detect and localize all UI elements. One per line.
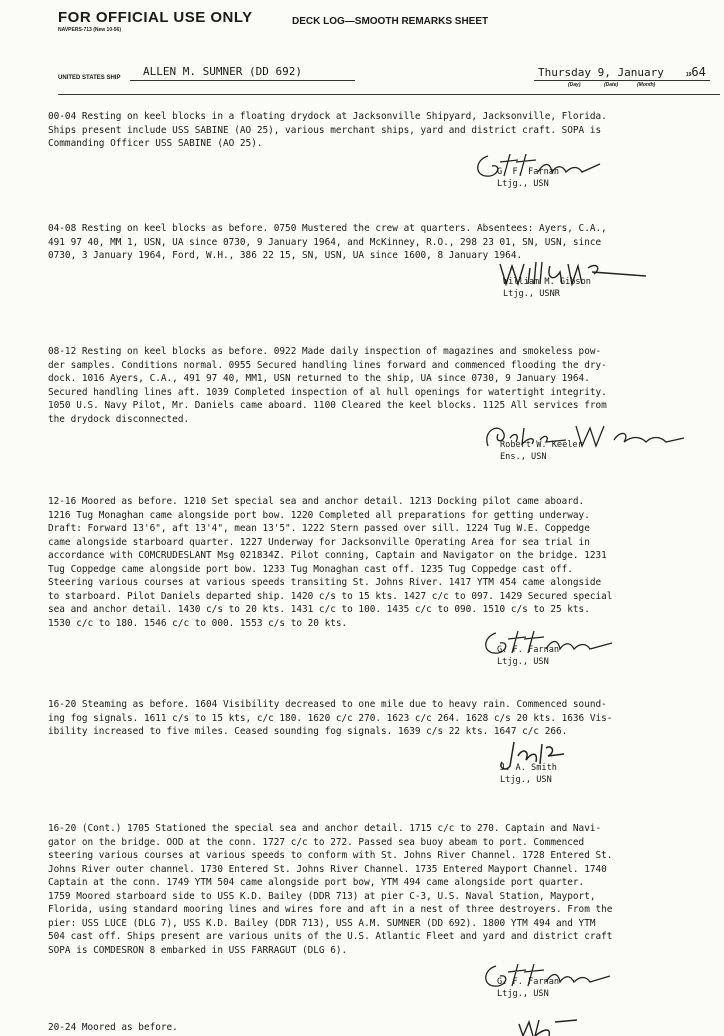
ship-label: UNITED STATES SHIP	[58, 75, 121, 81]
header-left	[58, 9, 253, 33]
log-entry-04-08	[48, 222, 720, 263]
day-label: (Day)	[568, 82, 581, 88]
log-entry-08-12	[48, 345, 720, 426]
entry-line: 08-12 Resting on keel blocks as before. 0922 Made daily inspection of magazines and smokeless pow-	[48, 346, 602, 357]
log-entry-16-20-cont	[48, 822, 720, 957]
form-number: NAVPERS-713 (New 10-56)	[58, 27, 121, 33]
entry-line: dock. 1016 Ayers, C.A., 491 97 40, MM1, USN returned to the ship, UA since 0730, 9 January 1964.	[48, 373, 590, 384]
entry-line: 1530 c/c to 180. 1546 c/c to 000. 1553 c/s to 20 kts.	[48, 617, 348, 629]
signature-block-2	[503, 276, 591, 300]
entry-line: 1759 Moored starboard side to USS K.D. Bailey (DDR 713) at pier C-3, U.S. Naval Station, Mayport,	[48, 890, 596, 902]
classification-label: FOR OFFICIAL USE ONLY	[58, 9, 253, 26]
entry-line: Ships present include USS SABINE (AO 25), various merchant ships, yard and district craft. SOPA is	[48, 124, 602, 136]
entry-line: Commanding Officer USS SABINE (AO 25).	[48, 138, 263, 149]
entry-line: 1050 U.S. Navy Pilot, Mr. Daniels came aboard. 1100 Cleared the keel blocks. 1125 All services from	[48, 400, 607, 411]
signer-name: J. A. Smith	[500, 763, 557, 773]
entry-line: pier: USS LUCE (DLG 7), USS K.D. Bailey (DDR 713), USS A.M. SUMNER (DD 692). 1800 YTM 494 and YTM	[48, 917, 596, 929]
entry-line: accordance with COMCRUDESLANT Msg 021834Z. Pilot conning, Captain and Navigator on the bridge. 1231	[48, 550, 607, 561]
signer-name: G. F. Farnan	[497, 977, 560, 987]
entry-line: 00-04 Resting on keel blocks in a floating drydock at Jacksonville Shipyard, Jacksonville, Florida.	[48, 111, 607, 122]
date-underline	[534, 80, 710, 81]
entry-line: Captain at the conn. 1749 YTM 504 came alongside port bow, YTM 494 came alongside port quarter.	[48, 877, 585, 888]
entry-line: steering various courses at various speeds to conform with St. Johns River Channel. 1728 Entered St.	[48, 850, 613, 861]
entry-line: Tug Coppedge came alongside port bow. 1233 Tug Monaghan cast off. 1235 Tug Coppedge cast off.	[48, 563, 573, 575]
signer-name: William M. Gibson	[503, 277, 591, 287]
date-text: Thursday 9, January	[538, 66, 664, 79]
signer-rank: Ens., USN	[500, 452, 547, 462]
date-field	[538, 65, 706, 79]
log-entry-12-16	[48, 495, 720, 630]
log-entry-20-24	[48, 1021, 720, 1035]
signer-rank: Ltjg., USNR	[503, 289, 560, 299]
entry-line: 20-24 Moored as before.	[48, 1022, 178, 1033]
log-entry-16-20	[48, 698, 720, 739]
entry-line: SOPA is COMDESRON 8 embarked in USS FARRAGUT (DLG 6).	[48, 944, 348, 956]
entry-line: Florida, using standard mooring lines and wires fore and aft in a nest of three destroyers. From the	[48, 904, 613, 915]
entry-line: 12-16 Moored as before. 1210 Set special sea and anchor detail. 1213 Docking pilot came aboard.	[48, 496, 585, 507]
entry-line: Secured handling lines aft. 1039 Completed inspection of al hull openings for watertight integrity.	[48, 386, 607, 398]
entry-line: 1216 Tug Monaghan came alongside port bow. 1220 Completed all preparations for getting underway.	[48, 509, 590, 521]
entry-line: ing fog signals. 1611 c/s to 15 kts, c/c 180. 1620 c/c 270. 1623 c/c 264. 1628 c/s 20 kts. 1636 Vis-	[48, 712, 613, 724]
form-title: DECK LOG—SMOOTH REMARKS SHEET	[292, 16, 489, 27]
signer-name: G. F. Farnan	[497, 645, 560, 655]
signature-block-3	[500, 439, 583, 463]
entry-line: der samples. Conditions normal. 0955 Secured handling lines forward and commenced flooding the dry-	[48, 359, 607, 371]
entry-line: 0730, 3 January 1964, Ford, W.H., 386 22 15, SN, USN, UA since 1600, 8 January 1964.	[48, 250, 523, 261]
entry-line: ibility increased to five miles. Ceased sounding fog signals. 1639 c/s 22 kts. 1647 c/c 266.	[48, 726, 568, 737]
entry-line: came alongside starboard quarter. 1227 Underway for Jacksonville Operating Area for sea trial in	[48, 536, 590, 548]
entry-line: 504 cast off. Ships present are various units of the U.S. Atlantic Fleet and yard and district craft	[48, 931, 613, 942]
entry-line: Johns River outer channel. 1730 Entered St. Johns River Channel. 1735 Entered Mayport Channel. 1740	[48, 863, 607, 875]
signature-block-4	[497, 644, 559, 668]
entry-line: 491 97 40, MM 1, USN, UA since 0730, 9 January 1964, and McKinney, R.O., 298 23 01, SN, USN, since	[48, 236, 602, 248]
signer-rank: Ltjg., USN	[500, 775, 552, 785]
signer-rank: Ltjg., USN	[497, 989, 549, 999]
entry-line: gator on the bridge. OOD at the conn. 1727 c/c to 272. Passed sea buoy abeam to port. Commenced	[48, 836, 585, 848]
entry-line: Steering various courses at various speeds transiting St. Johns River. 1417 YTM 454 came alongside	[48, 577, 602, 588]
entry-line: 16-20 Steaming as before. 1604 Visibility decreased to one mile due to heavy rain. Commenced sound-	[48, 699, 607, 710]
ship-underline	[130, 80, 355, 81]
entry-line: Draft: Forward 13'6", aft 13'4", mean 13'5". 1222 Stern passed over sill. 1224 Tug W.E. Coppedge	[48, 523, 590, 534]
signer-rank: Ltjg., USN	[497, 657, 549, 667]
signer-name: G. F. Farnan	[497, 167, 560, 177]
entry-line: sea and anchor detail. 1430 c/s to 20 kts. 1431 c/c to 100. 1435 c/c to 090. 1510 c/s to 25 kts.	[48, 604, 590, 615]
signer-rank: Ltjg., USN	[497, 179, 549, 189]
log-entry-00-04	[48, 110, 720, 151]
entry-line: 04-08 Resting on keel blocks as before. 0750 Mustered the crew at quarters. Absentees: Ayers, C.A.,	[48, 223, 607, 234]
signature-scrawl	[505, 1016, 585, 1036]
signature-block-6	[497, 976, 559, 1000]
date-label: (Date)	[604, 82, 619, 88]
month-label: (Month)	[637, 82, 656, 88]
entry-line: the drydock disconnected.	[48, 413, 190, 425]
ship-name: ALLEN M. SUMNER (DD 692)	[143, 65, 302, 78]
year-prefix: 19	[685, 72, 692, 78]
entry-line: to starboard. Pilot Daniels departed ship. 1420 c/s to 15 kts. 1427 c/c to 097. 1429 Secured special	[48, 590, 613, 602]
entry-line: 16-20 (Cont.) 1705 Stationed the special sea and anchor detail. 1715 c/c to 270. Captain and Navi-	[48, 823, 602, 834]
signer-name: Robert W. Keeler	[500, 440, 583, 450]
signature-block-5	[500, 762, 557, 786]
signature-block-1	[497, 166, 559, 190]
header-rule	[58, 94, 720, 95]
year: 64	[691, 65, 706, 79]
